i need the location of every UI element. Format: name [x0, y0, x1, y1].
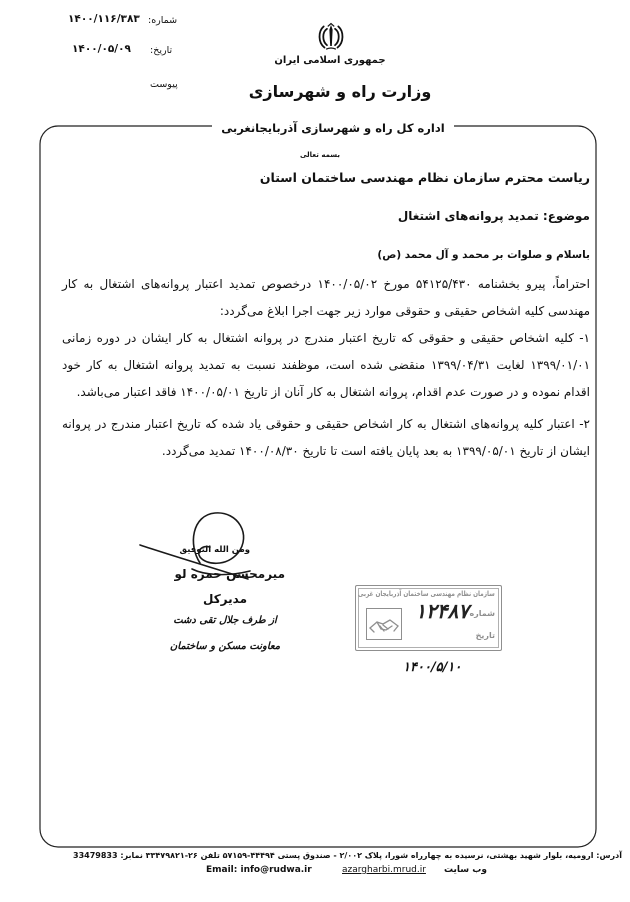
- handshake-icon: [366, 608, 402, 640]
- on-behalf-note: از طرف جلال تقی دشت: [173, 615, 277, 626]
- body-paragraph-item-2: ۲- اعتبار کلیه پروانه‌های اشتغال به کار اشخاص حقیقی و حقوقی یاد شده که تاریخ اعتبار مندرج در پروانه ایشان از تاریخ ۱۳۹۹/۰۵/۰۱ به بعد پایان یافته است تا تاریخ ۱۴۰۰/۰۸/۳۰ تمدید می‌گردد.: [62, 417, 590, 458]
- signatory-name: میرمحسن حمزه لو: [174, 567, 285, 581]
- iran-emblem-icon: [318, 22, 344, 52]
- body-paragraph-intro: احتراماً، پیرو بخشنامه ۵۴۱۲۵/۴۳۰ مورخ ۱۴۰۰/۰۵/۰۲ درخصوص تمدید اعتبار پروانه‌های اشتغال به کار مهندسی کلیه اشخاص حقیقی و حقوقی موارد زیر جهت اجرا ابلاغ می‌گردد:: [62, 277, 591, 318]
- email-address: Email: info@rudwa.ir: [206, 865, 312, 875]
- letter-body: [62, 271, 590, 465]
- recipient: ریاست محترم سازمان نظام مهندسی ساختمان استان: [259, 170, 590, 185]
- received-stamp: [355, 585, 502, 651]
- letter-number-label: شماره:: [148, 15, 178, 26]
- website-url: azargharbi.mrud.ir: [342, 865, 426, 875]
- subject-line: موضوع: تمدید پروانه‌های اشتغال: [397, 209, 590, 223]
- footer-contact-row: [16, 865, 622, 881]
- signatory-title: مدیرکل: [202, 592, 248, 606]
- footer: [16, 849, 622, 881]
- stamp-number-value: ۱۲۴۸۷: [415, 599, 469, 623]
- letter-date-value: ۱۴۰۰/۰۵/۰۹: [72, 43, 131, 55]
- country-name: جمهوری اسلامی ایران: [274, 55, 386, 66]
- deputy-note: معاونت مسکن و ساختمان: [169, 641, 281, 652]
- greeting: باسلام و صلوات بر محمد و آل محمد (ص): [377, 249, 590, 261]
- website-label: وب سایت: [444, 865, 487, 875]
- stamp-date-label: تاریخ: [475, 631, 495, 640]
- closing-phrase: ومن الله التوفیق: [179, 545, 250, 555]
- received-date: ۱۴۰۰/۵/۱۰: [403, 660, 462, 675]
- department-heading: [133, 117, 533, 137]
- stamp-organization: سازمان نظام مهندسی ساختمان آذربایجان غربی: [358, 590, 495, 598]
- signature-scribble: [130, 505, 270, 590]
- invocation: بسمه تعالی: [299, 151, 341, 159]
- attachment-label: پیوست: [150, 79, 178, 90]
- letter-number-value: ۱۴۰۰/۱۱۶/۳۸۳: [68, 13, 140, 25]
- ministry-name: وزارت راه و شهرسازی: [248, 82, 432, 101]
- footer-address: آدرس: ارومیه، بلوار شهید بهشتی، نرسیده به چهارراه شورا، پلاک ۲/۰۰۲ - صندوق پستی ۴۴۴۹۴-۵۷۱۵۹ تلفن ۲۶-۳۳۴۷۹۸۲۱ نمابر: 33479833: [73, 851, 622, 860]
- letter-date-label: تاریخ:: [150, 45, 173, 56]
- department-name: اداره کل راه و شهرسازی آذربایجانغربی: [212, 119, 453, 137]
- body-paragraph-item-1: ۱- کلیه اشخاص حقیقی و حقوقی که تاریخ اعتبار مندرج در پروانه اشتغال به کار ایشان در دوره زمانی ۱۳۹۹/۰۱/۰۱ لغایت ۱۳۹۹/۰۴/۳۱ منقضی شده است، موظفند نسبت به تمدید پروانه اشتغال به کار خود اقدام نموده و در صورت عدم اقدام، پروانه اشتغال به کار آنان از تاریخ ۱۴۰۰/۰۵/۰۱ فاقد اعتبار می‌باشد.: [62, 331, 591, 399]
- stamp-number-label: شماره: [469, 609, 495, 618]
